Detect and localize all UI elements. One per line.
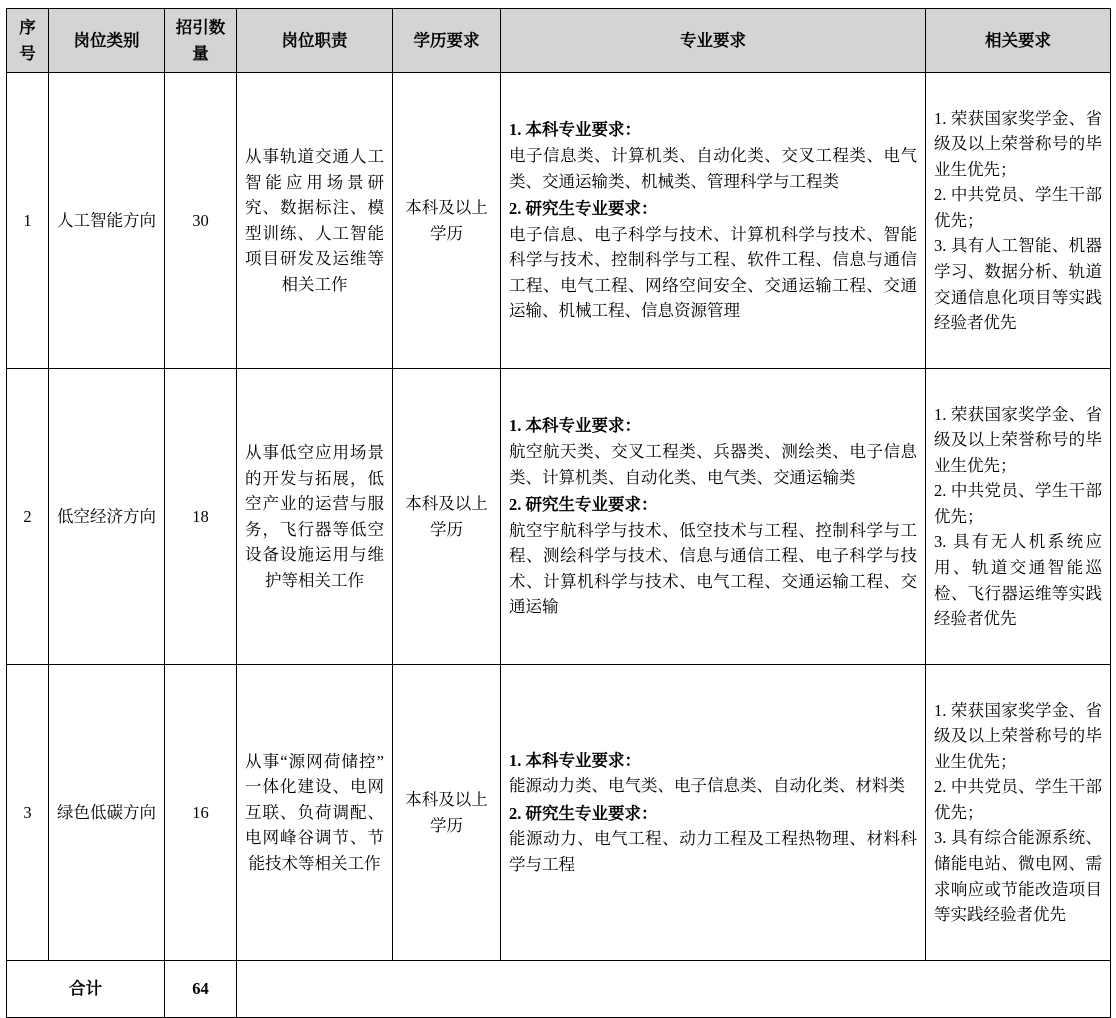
- table-row: [7, 665, 1111, 961]
- table-header: [7, 9, 1111, 73]
- major-undergrad-body: 电子信息类、计算机类、自动化类、交叉工程类、电气类、交通运输类、机械类、管理科学与工程类: [509, 145, 917, 191]
- major-undergrad-block: [509, 748, 917, 799]
- row-category: 绿色低碳方向: [49, 665, 165, 961]
- row-duty: 从事轨道交通人工智能应用场景研究、数据标注、模型训练、人工智能项目研发及运维等相关工作: [237, 73, 393, 369]
- row-no: 1: [7, 73, 49, 369]
- row-count: 16: [165, 665, 237, 961]
- row-major: [501, 73, 926, 369]
- table-header-row: [7, 9, 1111, 73]
- related-item: 2. 中共党员、学生干部优先；: [934, 185, 1102, 230]
- table-total-row: [7, 961, 1111, 1018]
- table-body: [7, 73, 1111, 1018]
- row-education: 本科及以上学历: [393, 369, 501, 665]
- major-grad-title: 2. 研究生专业要求：: [509, 495, 658, 515]
- column-header-related: 相关要求: [926, 9, 1111, 73]
- related-item: 1. 荣获国家奖学金、省级及以上荣誉称号的毕业生优先；: [934, 108, 1102, 179]
- row-major: [501, 665, 926, 961]
- related-item: 3. 具有无人机系统应用、轨道交通智能巡检、飞行器运维等实践经验者优先: [934, 532, 1102, 629]
- major-undergrad-title: 1. 本科专业要求：: [509, 416, 641, 436]
- total-blank-cell: [237, 961, 1111, 1018]
- major-undergrad-block: [509, 413, 917, 490]
- major-grad-body: 航空宇航科学与技术、低空技术与工程、控制科学与工程、测绘科学与技术、信息与通信工程、电子科学与技术、计算机科学与技术、电气工程、交通运输工程、交通运输: [509, 520, 917, 617]
- recruitment-table: [6, 8, 1111, 1018]
- major-grad-title: 2. 研究生专业要求：: [509, 199, 658, 219]
- row-education: 本科及以上学历: [393, 73, 501, 369]
- column-header-no: 序号: [7, 9, 49, 73]
- row-related: [926, 665, 1111, 961]
- row-duty: 从事低空应用场景的开发与拓展，低空产业的运营与服务，飞行器等低空设备设施运用与维护等相关工作: [237, 369, 393, 665]
- major-undergrad-body: 航空航天类、交叉工程类、兵器类、测绘类、电子信息类、计算机类、自动化类、电气类、交通运输类: [509, 441, 917, 487]
- related-item: 1. 荣获国家奖学金、省级及以上荣誉称号的毕业生优先；: [934, 404, 1102, 475]
- row-no: 2: [7, 369, 49, 665]
- major-undergrad-body: 能源动力类、电气类、电子信息类、自动化类、材料类: [509, 776, 905, 796]
- total-count: 64: [165, 961, 237, 1018]
- related-item: 3. 具有综合能源系统、储能电站、微电网、需求响应或节能改造项目等实践经验者优先: [934, 828, 1102, 925]
- row-major: [501, 369, 926, 665]
- related-item: 2. 中共党员、学生干部优先；: [934, 777, 1102, 822]
- row-duty: 从事“源网荷储控”一体化建设、电网互联、负荷调配、电网峰谷调节、节能技术等相关工作: [237, 665, 393, 961]
- row-no: 3: [7, 665, 49, 961]
- major-undergrad-title: 1. 本科专业要求：: [509, 750, 641, 770]
- row-count: 18: [165, 369, 237, 665]
- related-item: 2. 中共党员、学生干部优先；: [934, 481, 1102, 526]
- column-header-count: 招引数量: [165, 9, 237, 73]
- total-label: 合计: [7, 961, 165, 1018]
- row-education: 本科及以上学历: [393, 665, 501, 961]
- column-header-major: 专业要求: [501, 9, 926, 73]
- major-undergrad-block: [509, 117, 917, 194]
- related-item: 3. 具有人工智能、机器学习、数据分析、轨道交通信息化项目等实践经验者优先: [934, 236, 1102, 333]
- column-header-duty: 岗位职责: [237, 9, 393, 73]
- major-undergrad-title: 1. 本科专业要求：: [509, 120, 641, 140]
- row-category: 低空经济方向: [49, 369, 165, 665]
- major-grad-body: 能源动力、电气工程、动力工程及工程热物理、材料科学与工程: [509, 829, 917, 874]
- major-grad-block: [509, 492, 917, 620]
- table-row: [7, 369, 1111, 665]
- major-grad-block: [509, 801, 917, 878]
- table-row: [7, 73, 1111, 369]
- major-grad-body: 电子信息、电子科学与技术、计算机科学与技术、智能科学与技术、控制科学与工程、软件工程、信息与通信工程、电气工程、网络空间安全、交通运输工程、交通运输、机械工程、信息资源管理: [509, 224, 917, 321]
- major-grad-block: [509, 196, 917, 324]
- row-related: [926, 369, 1111, 665]
- row-related: [926, 73, 1111, 369]
- related-item: 1. 荣获国家奖学金、省级及以上荣誉称号的毕业生优先；: [934, 700, 1102, 771]
- column-header-category: 岗位类别: [49, 9, 165, 73]
- row-count: 30: [165, 73, 237, 369]
- major-grad-title: 2. 研究生专业要求：: [509, 803, 658, 823]
- column-header-education: 学历要求: [393, 9, 501, 73]
- row-category: 人工智能方向: [49, 73, 165, 369]
